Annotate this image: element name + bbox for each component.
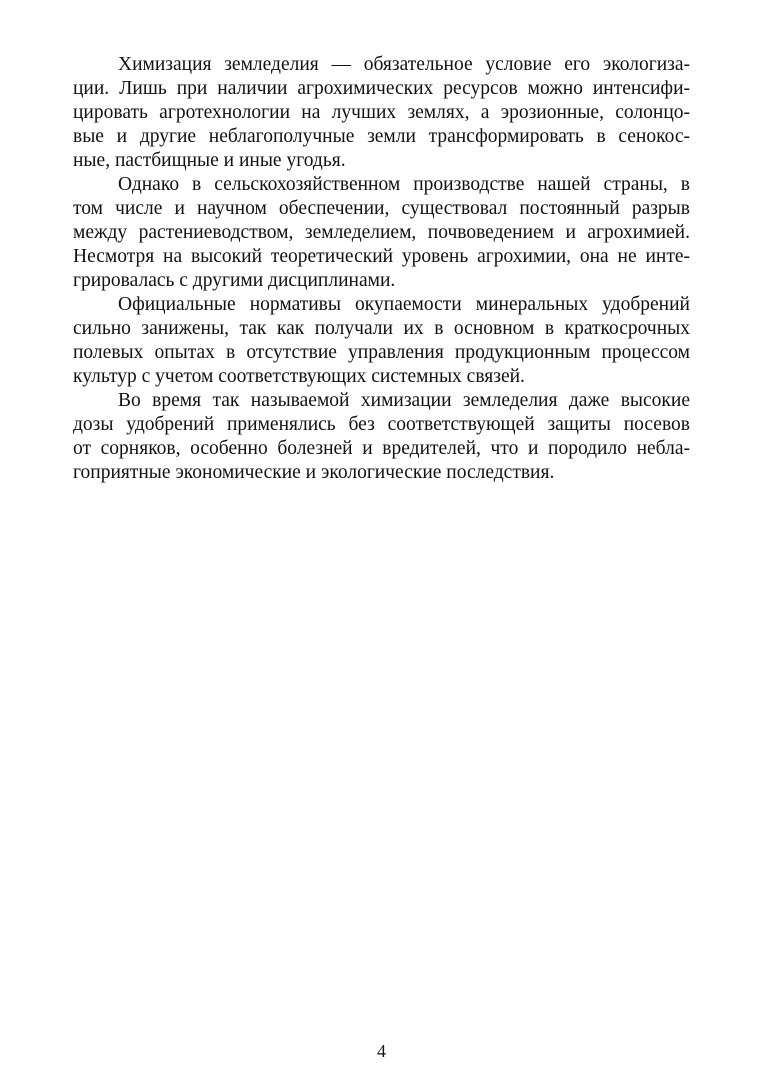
text-line: полевых опытах в отсутствие управления продукционным процессом xyxy=(73,342,690,363)
text-line: том числе и научном обеспечении, существовал постоянный разрыв xyxy=(73,198,690,219)
text-line: цировать агротехнологии на лучших землях, а эрозионные, солонцо- xyxy=(73,102,690,123)
paragraph-4 xyxy=(73,389,690,485)
paragraph-2 xyxy=(73,173,690,293)
text-line: Официальные нормативы окупаемости минеральных удобрений xyxy=(118,294,690,315)
text-line: грировалась с другими дисциплинами. xyxy=(73,270,396,291)
text-line: Однако в сельскохозяйственном производстве нашей страны, в xyxy=(118,174,690,195)
text-line: культур с учетом соответствующих системных связей. xyxy=(73,366,525,387)
text-line: ции. Лишь при наличии агрохимических ресурсов можно интенсифи- xyxy=(73,78,690,99)
text-line: между растениеводством, земледелием, почвоведением и агрохимией. xyxy=(73,222,690,243)
text-line: от сорняков, особенно болезней и вредителей, что и породило небла- xyxy=(73,438,690,459)
text-line: вые и другие неблагополучные земли трансформировать в сенокос- xyxy=(73,126,690,147)
text-line: гоприятные экономические и экологические последствия. xyxy=(73,462,555,483)
text-line: Химизация земледелия — обязательное условие его экологиза- xyxy=(118,54,690,75)
page-number: 4 xyxy=(377,1041,386,1061)
text-line: сильно занижены, так как получали их в основном в краткосрочных xyxy=(73,318,690,339)
text-line: ные, пастбищные и иные угодья. xyxy=(73,150,346,171)
page-body xyxy=(73,53,690,485)
text-line: Несмотря на высокий теоретический уровень агрохимии, она не инте- xyxy=(73,246,690,267)
text-line: дозы удобрений применялись без соответствующей защиты посевов xyxy=(73,414,690,435)
text-line: Во время так называемой химизации земледелия даже высокие xyxy=(118,390,690,411)
paragraph-1 xyxy=(73,53,690,173)
paragraph-3 xyxy=(73,293,690,389)
